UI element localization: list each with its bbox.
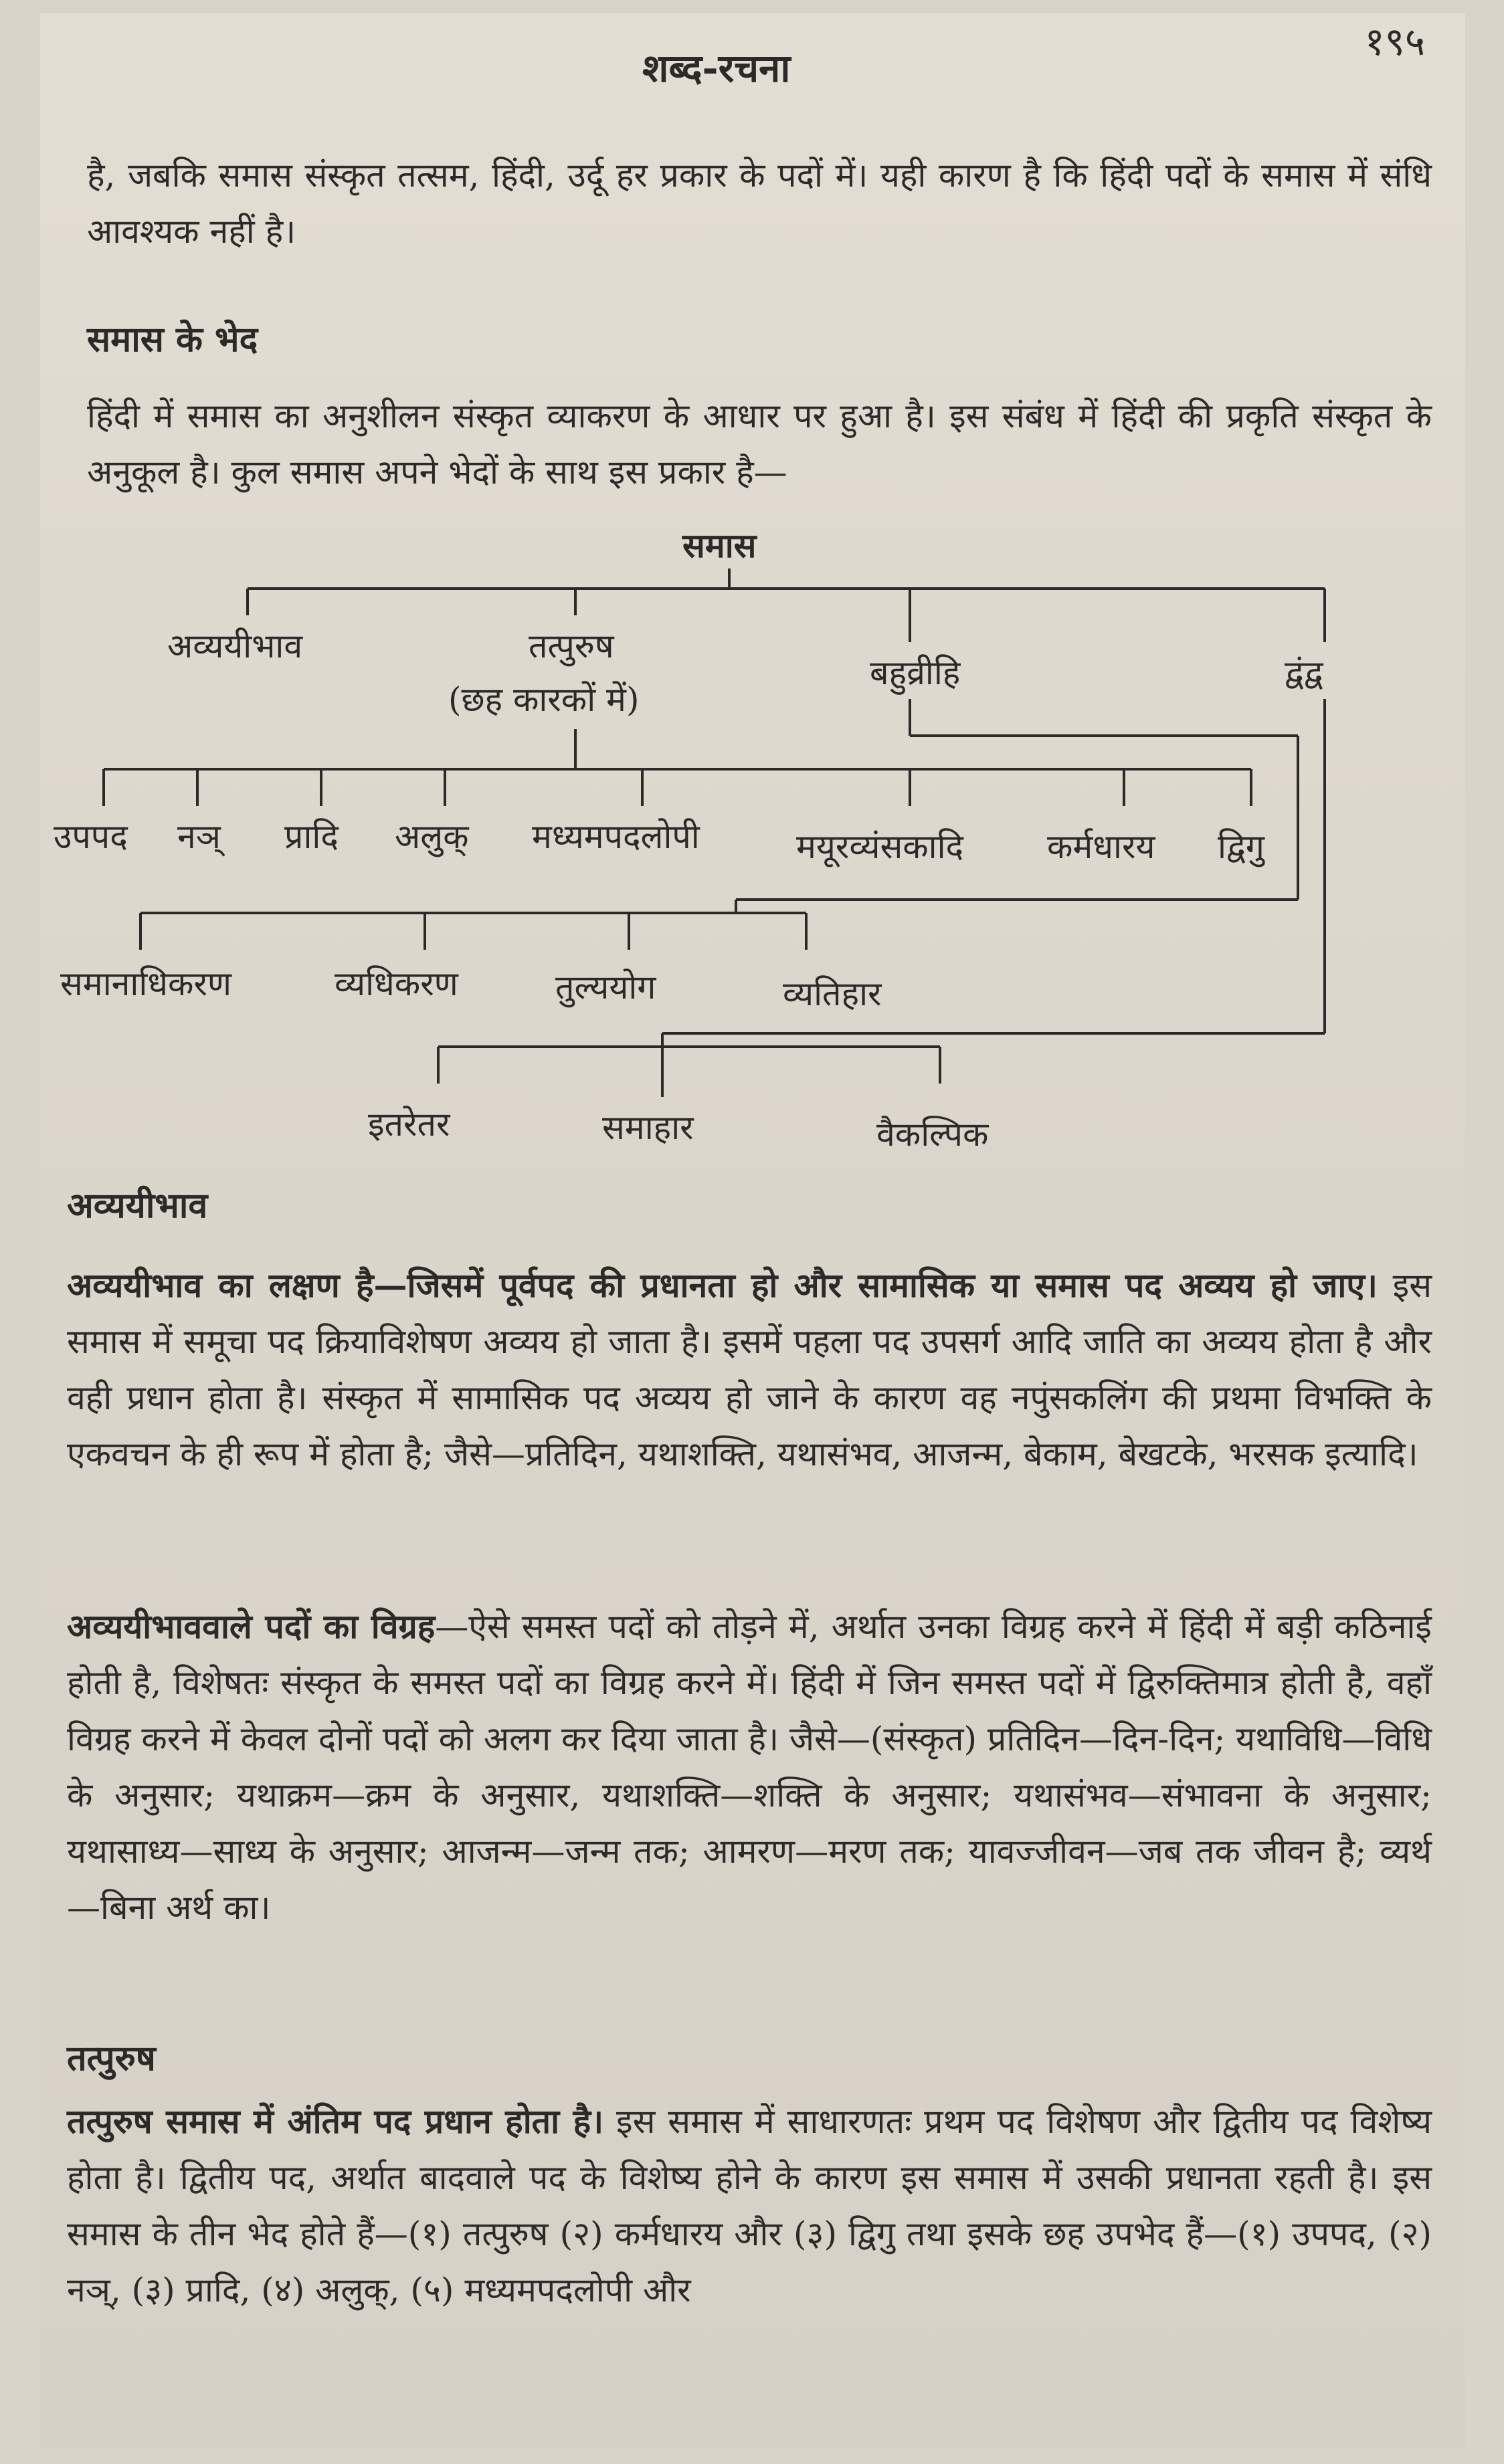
section-heading-tatpurush: तत्पुरुष — [67, 2038, 156, 2079]
book-page — [40, 13, 1465, 2448]
samas-bhed-paragraph: हिंदी में समास का अनुशीलन संस्कृत व्याकरण के आधार पर हुआ है। इस संबंध में हिंदी की प्रकृति संस्कृत के अनुकूल है। कुल समास अपने भेदों के साथ इस प्रकार है— — [87, 397, 1432, 492]
tree-node-upapad: उपपद — [54, 817, 128, 856]
tree-node-avyayibhav: अव्ययीभाव — [167, 627, 303, 665]
avyayibhav-paragraph-2 — [67, 1599, 1432, 1936]
tree-node-bahuvrihi: बहुव्रीहि — [870, 653, 961, 692]
tree-node-vyadhikaran: व्यधिकरण — [335, 964, 458, 1003]
tree-root-samas: समास — [682, 526, 757, 565]
tree-node-tatpurush-note: (छह कारकों में) — [448, 680, 640, 719]
tatpurush-text: इस समास में साधारणतः प्रथम पद विशेषण और द्वितीय पद विशेष्य होता है। द्वितीय पद, अर्थात बादवाले पद के विशेष्य होने के कारण इस समास में उसकी प्रधानता रहती है। इस समास के तीन भेद होते हैं—(१) तत्पुरुष (२) कर्मधारय और (३) द्विगु तथा इसके छह उपभेद हैं—(१) उपपद, (२) नञ्, (३) प्रादि, (४) अलुक्, (५) मध्यमपदलोपी और — [67, 2102, 1432, 2309]
intro-paragraph: है, जबकि समास संस्कृत तत्सम, हिंदी, उर्दू हर प्रकार के पदों में। यही कारण है कि हिंदी पदों के समास में संधि आवश्यक नहीं है। — [87, 156, 1432, 251]
tree-node-mayurvyansakadi: मयूरव्यंसकादि — [796, 827, 964, 866]
page-number: १९५ — [1364, 19, 1425, 64]
samas-tree-diagram — [40, 13, 1465, 1177]
section-heading-avyayibhav: अव्ययीभाव — [67, 1185, 208, 1226]
tatpurush-paragraph — [67, 2093, 1432, 2318]
tree-node-itaretar: इतरेतर — [368, 1105, 450, 1144]
tree-node-tulyayog: तुल्ययोग — [555, 968, 656, 1007]
tree-node-dvandva: द्वंद्व — [1285, 653, 1323, 692]
tree-node-tatpurush: तत्पुरुष — [529, 627, 614, 665]
tree-node-pradi: प्रादि — [284, 817, 339, 856]
avyayibhav-paragraph-1 — [67, 1257, 1432, 1482]
tree-node-madhyampadlopi: मध्यमपदलोपी — [532, 817, 700, 856]
avyayibhav-vigrah-label: अव्ययीभाववाले पदों का विग्रह — [67, 1607, 436, 1646]
avyayibhav-text-2: —ऐसे समस्त पदों को तोड़ने में, अर्थात उनका विग्रह करने में हिंदी में बड़ी कठिनाई होती है, विशेषतः संस्कृत के समस्त पदों का विग्रह करने में। हिंदी में जिन समस्त पदों में द्विरुक्तिमात्र होती है, वहाँ विग्रह करने में केवल दोनों पदों को अलग कर दिया जाता है। जैसे—(संस्कृत) प्रतिदिन—दिन-दिन; यथाविधि—विधि के अनुसार; यथाक्रम—क्रम के अनुसार, यथाशक्ति—शक्ति के अनुसार; यथासंभव—संभावना के अनुसार; यथासाध्य—साध्य के अनुसार; आजन्म—जन्म तक; आमरण—मरण तक; यावज्जीवन—जब तक जीवन है; व्यर्थ—बिना अर्थ का। — [67, 1607, 1432, 1927]
avyayibhav-definition: अव्ययीभाव का लक्षण है—जिसमें पूर्वपद की प्रधानता हो और सामासिक या समास पद अव्यय हो जाए। — [67, 1265, 1378, 1305]
running-title: शब्द-रचना — [642, 45, 791, 91]
tree-node-samahar: समाहार — [602, 1108, 694, 1147]
tree-node-karmadharay: कर्मधारय — [1047, 827, 1155, 866]
section-heading-samas-bhed: समास के भेद — [87, 319, 258, 360]
tree-node-dvigu: द्विगु — [1218, 827, 1264, 866]
tree-node-vyatihar: व्यतिहार — [783, 974, 882, 1013]
avyayibhav-text-1: इस समास में समूचा पद क्रियाविशेषण अव्यय हो जाता है। इसमें पहला पद उपसर्ग आदि जाति का अव्यय होता है और वही प्रधान होता है। संस्कृत में सामासिक पद अव्यय हो जाने के कारण वह नपुंसकलिंग की प्रथमा विभक्ति के एकवचन के ही रूप में होता है; जैसे—प्रतिदिन, यथाशक्ति, यथासंभव, आजन्म, बेकाम, बेखटके, भरसक इत्यादि। — [67, 1266, 1432, 1473]
tree-node-samanadhikaran: समानाधिकरण — [60, 964, 232, 1003]
tree-node-nan: नञ् — [177, 817, 221, 856]
tree-node-aluk: अलुक् — [395, 817, 469, 856]
tree-node-vaikalpik: वैकल्पिक — [876, 1115, 989, 1154]
tatpurush-definition: तत्पुरुष समास में अंतिम पद प्रधान होता है। — [67, 2101, 604, 2141]
